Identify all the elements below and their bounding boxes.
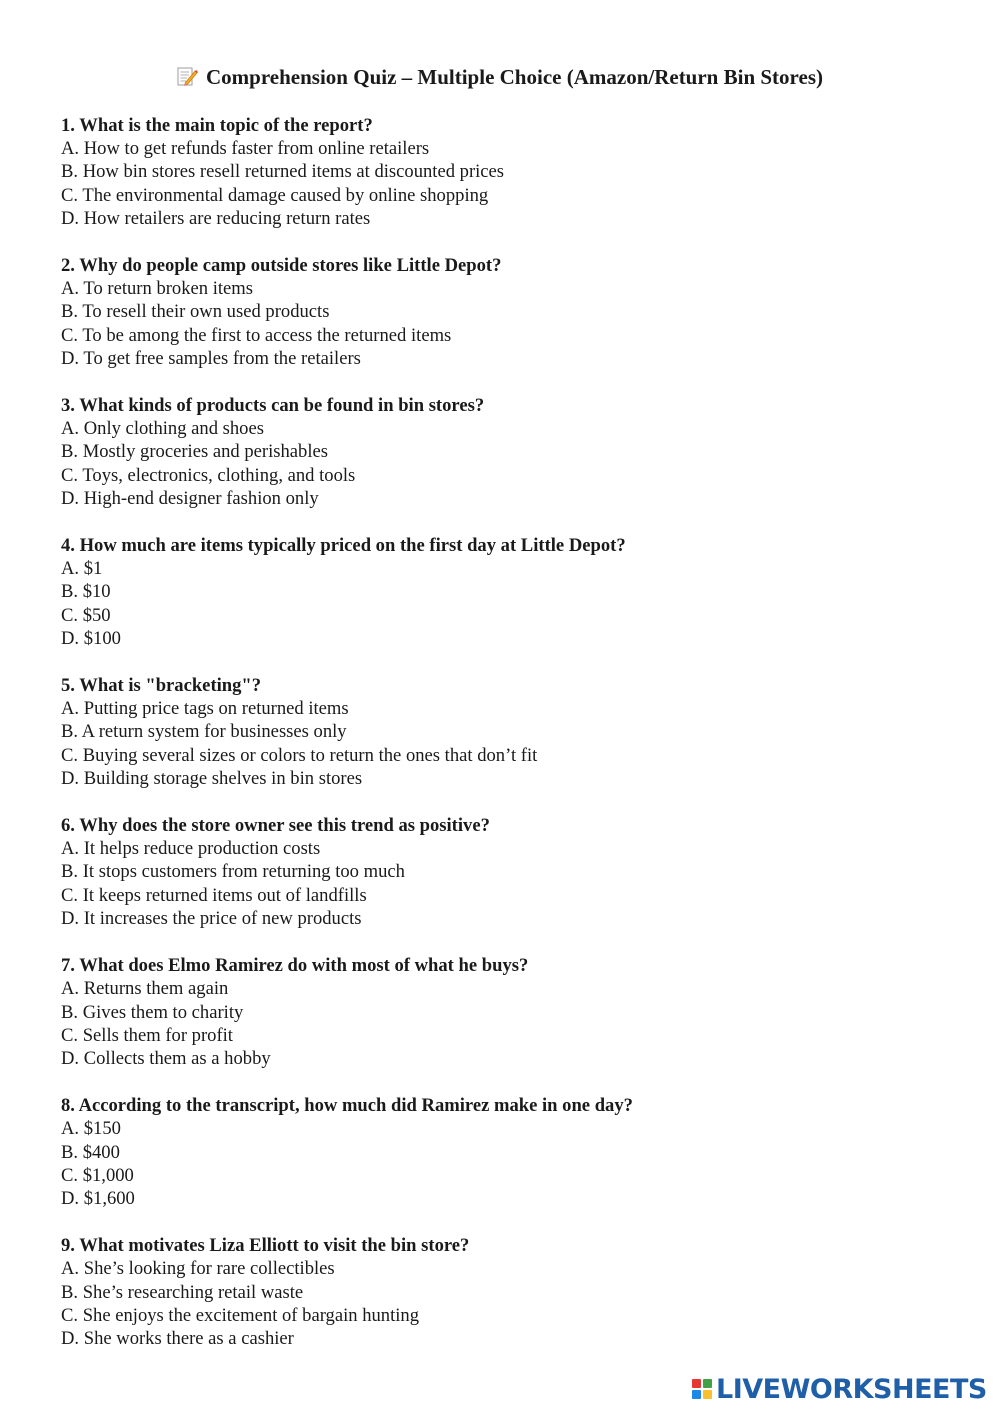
question-block (61, 814, 961, 930)
question-text: 2. Why do people camp outside stores like Little Depot? (61, 255, 502, 277)
answer-option: C. She enjoys the excitement of bargain hunting (61, 1304, 420, 1326)
answer-option: D. She works there as a cashier (61, 1327, 294, 1349)
logo-square (703, 1379, 712, 1388)
answer-option: A. $1 (61, 558, 103, 580)
answer-option: A. Putting price tags on returned items (61, 698, 349, 720)
answer-option: D. It increases the price of new products (61, 907, 362, 929)
question-block (61, 954, 961, 1070)
answer-option: B. Gives them to charity (61, 1001, 244, 1023)
question-text: 4. How much are items typically priced on the first day at Little Depot? (61, 535, 626, 557)
liveworksheets-logo (692, 1374, 987, 1404)
answer-option: B. Mostly groceries and perishables (61, 441, 328, 463)
question-block (61, 114, 961, 230)
answer-option: D. High-end designer fashion only (61, 487, 319, 509)
answer-option: B. How bin stores resell returned items at discounted prices (61, 161, 505, 183)
answer-option: D. How retailers are reducing return rates (61, 207, 371, 229)
answer-option: C. Toys, electronics, clothing, and tools (61, 464, 356, 486)
answer-option: A. How to get refunds faster from online retailers (61, 138, 430, 160)
question-text: 1. What is the main topic of the report? (61, 115, 373, 136)
answer-option: C. To be among the first to access the returned items (61, 324, 452, 346)
question-text: 6. Why does the store owner see this trend as positive? (61, 815, 490, 837)
question-block (61, 254, 961, 370)
logo-blocks-icon (692, 1379, 712, 1399)
question-text: 9. What motivates Liza Elliott to visit the bin store? (61, 1235, 470, 1257)
answer-option: B. $400 (61, 1141, 120, 1163)
page-title-row (0, 62, 999, 92)
question-text: 8. According to the transcript, how much did Ramirez make in one day? (61, 1095, 633, 1117)
question-block (61, 394, 961, 510)
answer-option: A. $150 (61, 1118, 121, 1140)
answer-option: C. The environmental damage caused by online shopping (61, 184, 489, 206)
answer-option: D. Building storage shelves in bin stores (61, 767, 363, 789)
answer-option: D. Collects them as a hobby (61, 1047, 271, 1069)
answer-option: B. A return system for businesses only (61, 721, 347, 743)
answer-option: C. $1,000 (61, 1164, 134, 1186)
question-text: 7. What does Elmo Ramirez do with most of what he buys? (61, 955, 529, 977)
answer-option: C. It keeps returned items out of landfills (61, 884, 367, 906)
question-block (61, 534, 961, 650)
answer-option: D. $1,600 (61, 1187, 135, 1209)
logo-text: LIVEWORKSHEETS (716, 1373, 987, 1405)
answer-option: B. It stops customers from returning too much (61, 861, 405, 883)
answer-option: D. $100 (61, 627, 121, 649)
page-title: Comprehension Quiz – Multiple Choice (Amazon/Return Bin Stores) (206, 65, 823, 89)
answer-option: A. She’s looking for rare collectibles (61, 1258, 335, 1280)
answer-option: A. To return broken items (61, 278, 254, 300)
question-block (61, 1094, 961, 1210)
answer-option: B. She’s researching retail waste (61, 1281, 304, 1303)
question-text: 5. What is "bracketing"? (61, 675, 262, 697)
question-block (61, 674, 961, 790)
logo-square (692, 1390, 701, 1399)
answer-option: C. $50 (61, 604, 111, 626)
question-text: 3. What kinds of products can be found in bin stores? (61, 395, 485, 417)
answer-option: B. $10 (61, 581, 111, 603)
answer-option: C. Buying several sizes or colors to return the ones that don’t fit (61, 744, 538, 766)
answer-option: C. Sells them for profit (61, 1024, 233, 1046)
answer-option: D. To get free samples from the retailers (61, 347, 361, 369)
answer-option: A. Returns them again (61, 978, 229, 1000)
logo-square (692, 1379, 701, 1388)
memo-pencil-icon (176, 65, 198, 87)
question-block (61, 1234, 961, 1350)
answer-option: A. Only clothing and shoes (61, 418, 264, 440)
logo-square (703, 1390, 712, 1399)
quiz-list (61, 114, 961, 1374)
answer-option: A. It helps reduce production costs (61, 838, 321, 860)
answer-option: B. To resell their own used products (61, 301, 330, 323)
